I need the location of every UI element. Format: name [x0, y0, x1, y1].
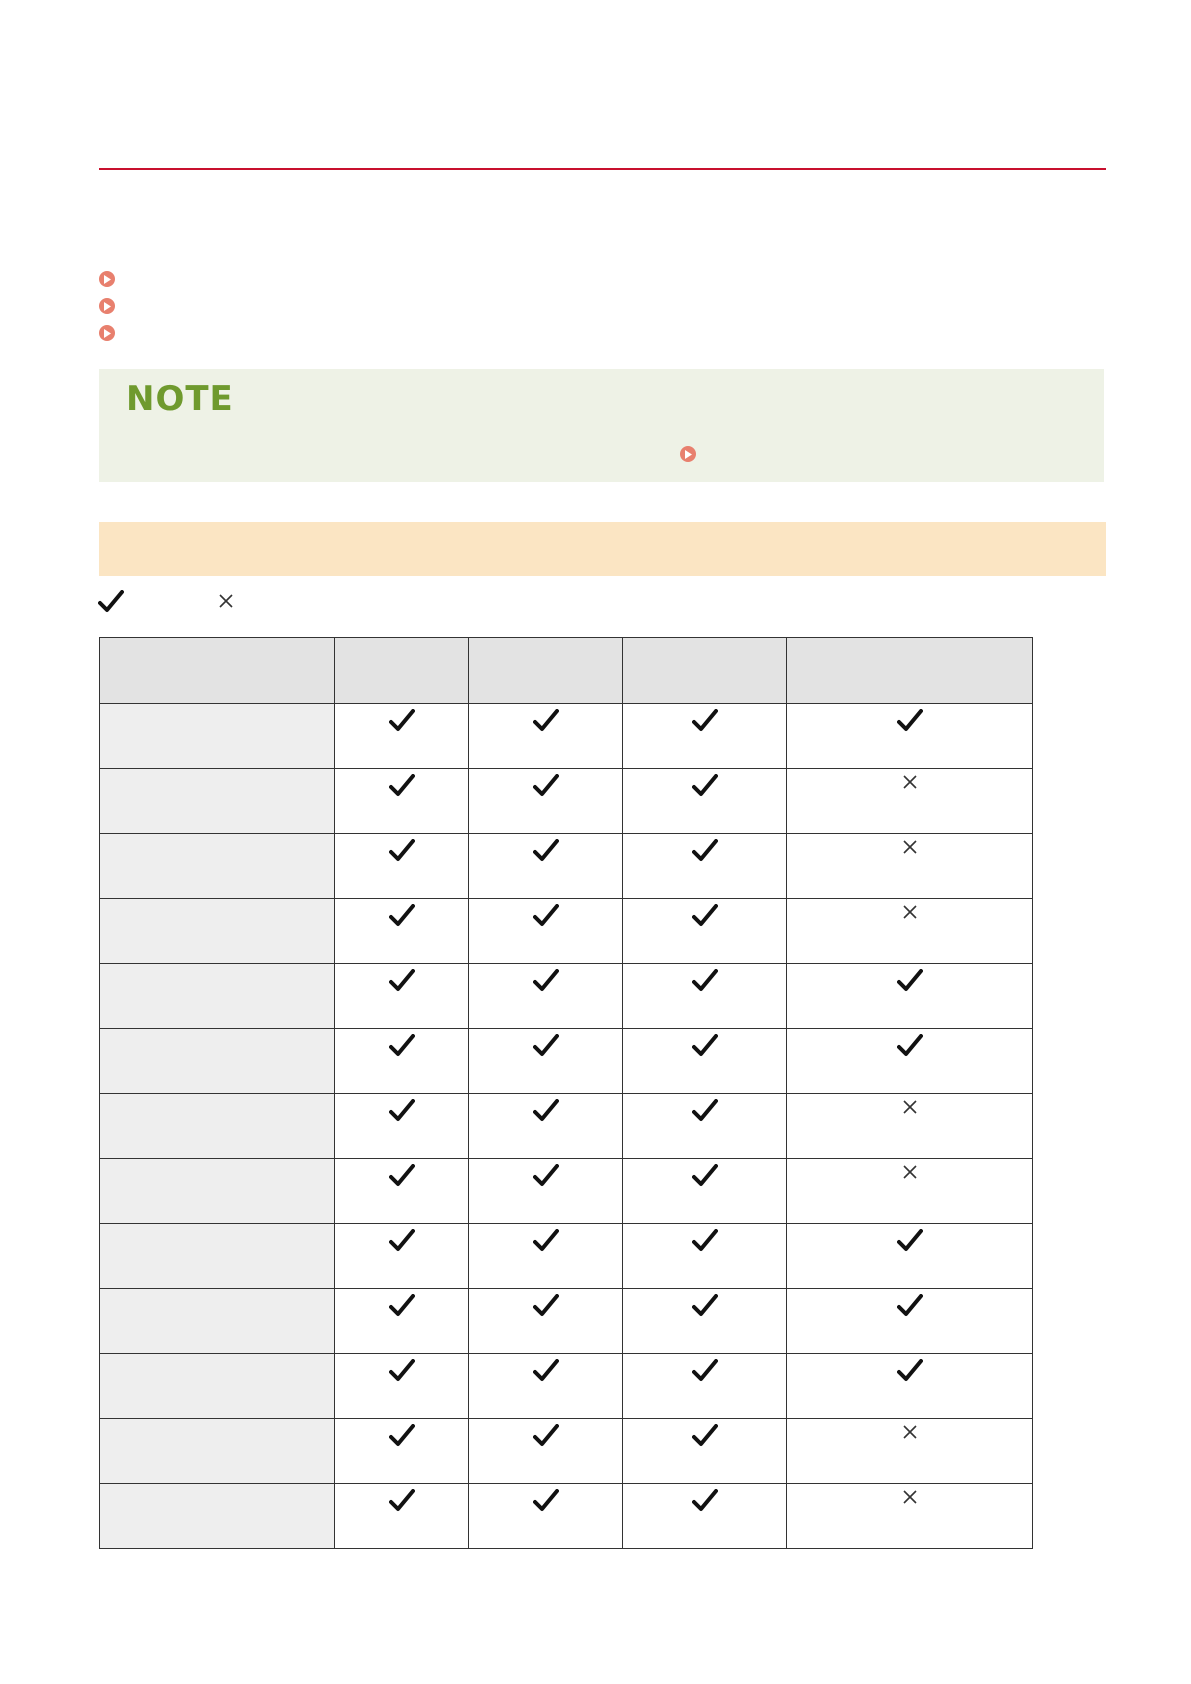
- table-cell: [787, 1289, 1033, 1354]
- check-icon: [533, 1099, 559, 1128]
- note-box: [99, 369, 1104, 482]
- table-row: [100, 964, 1033, 1029]
- check-icon: [533, 1424, 559, 1453]
- check-icon: [533, 969, 559, 998]
- circle-arrow-right-icon[interactable]: [99, 271, 115, 287]
- table-cell: [469, 704, 623, 769]
- check-icon: [389, 1294, 415, 1323]
- table-row-header: [100, 1094, 335, 1159]
- check-icon: [389, 1034, 415, 1063]
- table-cell: [335, 1094, 469, 1159]
- table-cell: [787, 834, 1033, 899]
- table-cell: [623, 1354, 787, 1419]
- cross-icon: [902, 1489, 918, 1510]
- table-cell: [335, 704, 469, 769]
- table-cell: [787, 1484, 1033, 1549]
- table-cell: [469, 1224, 623, 1289]
- table-row: [100, 769, 1033, 834]
- table-cell: [623, 1029, 787, 1094]
- table-row-header: [100, 1289, 335, 1354]
- check-icon: [692, 1099, 718, 1128]
- check-icon: [692, 774, 718, 803]
- table-cell: [787, 1419, 1033, 1484]
- table-header-cell: [100, 638, 335, 704]
- table-cell: [469, 1029, 623, 1094]
- check-icon: [533, 1164, 559, 1193]
- check-icon: [389, 1164, 415, 1193]
- cross-icon: [902, 774, 918, 795]
- table-cell: [623, 769, 787, 834]
- table-cell: [335, 1224, 469, 1289]
- check-icon: [389, 1489, 415, 1518]
- table-row: [100, 1224, 1033, 1289]
- check-icon: [389, 969, 415, 998]
- circle-arrow-right-icon[interactable]: [99, 325, 115, 341]
- check-icon: [692, 1034, 718, 1063]
- check-icon: [897, 1229, 923, 1258]
- check-icon: [389, 1359, 415, 1388]
- table-row-header: [100, 1029, 335, 1094]
- check-icon: [533, 1489, 559, 1518]
- table-cell: [469, 1484, 623, 1549]
- table-header-cell: [335, 638, 469, 704]
- table-cell: [787, 1094, 1033, 1159]
- compatibility-table: [99, 637, 1033, 1549]
- table-cell: [787, 1224, 1033, 1289]
- check-icon: [533, 1034, 559, 1063]
- check-icon: [533, 839, 559, 868]
- table-cell: [469, 964, 623, 1029]
- check-icon: [389, 774, 415, 803]
- check-icon: [692, 709, 718, 738]
- table-cell: [335, 834, 469, 899]
- check-icon: [897, 1359, 923, 1388]
- check-icon: [897, 1294, 923, 1323]
- table-cell: [623, 964, 787, 1029]
- check-icon: [389, 1229, 415, 1258]
- cross-icon: [902, 904, 918, 925]
- table-cell: [623, 1224, 787, 1289]
- check-icon: [692, 1294, 718, 1323]
- table-row: [100, 1419, 1033, 1484]
- table-cell: [335, 899, 469, 964]
- table-cell: [469, 1419, 623, 1484]
- table-row-header: [100, 964, 335, 1029]
- check-icon: [389, 904, 415, 933]
- check-icon: [389, 709, 415, 738]
- check-icon: [533, 1359, 559, 1388]
- table-row: [100, 834, 1033, 899]
- table-cell: [623, 1159, 787, 1224]
- check-icon: [533, 1294, 559, 1323]
- cross-icon: [902, 1099, 918, 1120]
- circle-arrow-right-icon[interactable]: [99, 298, 115, 314]
- table-body: [100, 704, 1033, 1549]
- table-row: [100, 1484, 1033, 1549]
- check-icon: [533, 904, 559, 933]
- table-cell: [623, 899, 787, 964]
- table-cell: [335, 1354, 469, 1419]
- table-row: [100, 704, 1033, 769]
- check-icon: [897, 1034, 923, 1063]
- table-header-cell: [469, 638, 623, 704]
- check-icon: [533, 774, 559, 803]
- cross-icon: [902, 1164, 918, 1185]
- table-cell: [623, 1094, 787, 1159]
- check-icon: [692, 839, 718, 868]
- table-row: [100, 1289, 1033, 1354]
- table-row: [100, 1159, 1033, 1224]
- check-icon: [692, 1489, 718, 1518]
- table-cell: [469, 1159, 623, 1224]
- table-row-header: [100, 704, 335, 769]
- table-cell: [787, 899, 1033, 964]
- cross-icon: [902, 839, 918, 860]
- check-icon: [389, 1099, 415, 1128]
- table-cell: [335, 1419, 469, 1484]
- circle-arrow-right-icon[interactable]: [680, 446, 696, 462]
- table-cell: [469, 1094, 623, 1159]
- table-header-row: [100, 638, 1033, 704]
- table-row-header: [100, 899, 335, 964]
- table-cell: [787, 1029, 1033, 1094]
- table-cell: [787, 1159, 1033, 1224]
- table-header-cell: [623, 638, 787, 704]
- table-cell: [623, 1289, 787, 1354]
- table-cell: [335, 964, 469, 1029]
- cross-icon: [902, 1424, 918, 1445]
- table-cell: [623, 1419, 787, 1484]
- header-rule: [99, 168, 1106, 170]
- check-icon: [897, 969, 923, 998]
- table-cell: [335, 1029, 469, 1094]
- table-cell: [469, 899, 623, 964]
- table-cell: [469, 1354, 623, 1419]
- table-cell: [469, 769, 623, 834]
- table-row: [100, 1094, 1033, 1159]
- table-row: [100, 899, 1033, 964]
- table-cell: [335, 769, 469, 834]
- table-row-header: [100, 834, 335, 899]
- table-cell: [469, 1289, 623, 1354]
- table-cell: [787, 964, 1033, 1029]
- check-icon: [692, 969, 718, 998]
- table-row: [100, 1354, 1033, 1419]
- table-cell: [623, 704, 787, 769]
- table-cell: [623, 1484, 787, 1549]
- table-cell: [787, 704, 1033, 769]
- table-cell: [335, 1289, 469, 1354]
- check-icon: [389, 839, 415, 868]
- table-header-cell: [787, 638, 1033, 704]
- section-heading-band: [99, 522, 1106, 576]
- check-icon: [533, 709, 559, 738]
- table-cell: [623, 834, 787, 899]
- table-row-header: [100, 1159, 335, 1224]
- check-icon: [692, 1424, 718, 1453]
- table-row-header: [100, 1419, 335, 1484]
- table-cell: [787, 1354, 1033, 1419]
- table-row: [100, 1029, 1033, 1094]
- check-icon: [98, 590, 124, 619]
- table-row-header: [100, 1484, 335, 1549]
- table-cell: [469, 834, 623, 899]
- check-icon: [533, 1229, 559, 1258]
- check-icon: [692, 1359, 718, 1388]
- note-title: NOTE: [126, 379, 234, 419]
- check-icon: [389, 1424, 415, 1453]
- check-icon: [692, 904, 718, 933]
- cross-icon: [218, 593, 234, 614]
- check-icon: [897, 709, 923, 738]
- check-icon: [692, 1229, 718, 1258]
- check-icon: [692, 1164, 718, 1193]
- table-cell: [787, 769, 1033, 834]
- table-row-header: [100, 1224, 335, 1289]
- table-cell: [335, 1159, 469, 1224]
- table-row-header: [100, 1354, 335, 1419]
- table-row-header: [100, 769, 335, 834]
- table-cell: [335, 1484, 469, 1549]
